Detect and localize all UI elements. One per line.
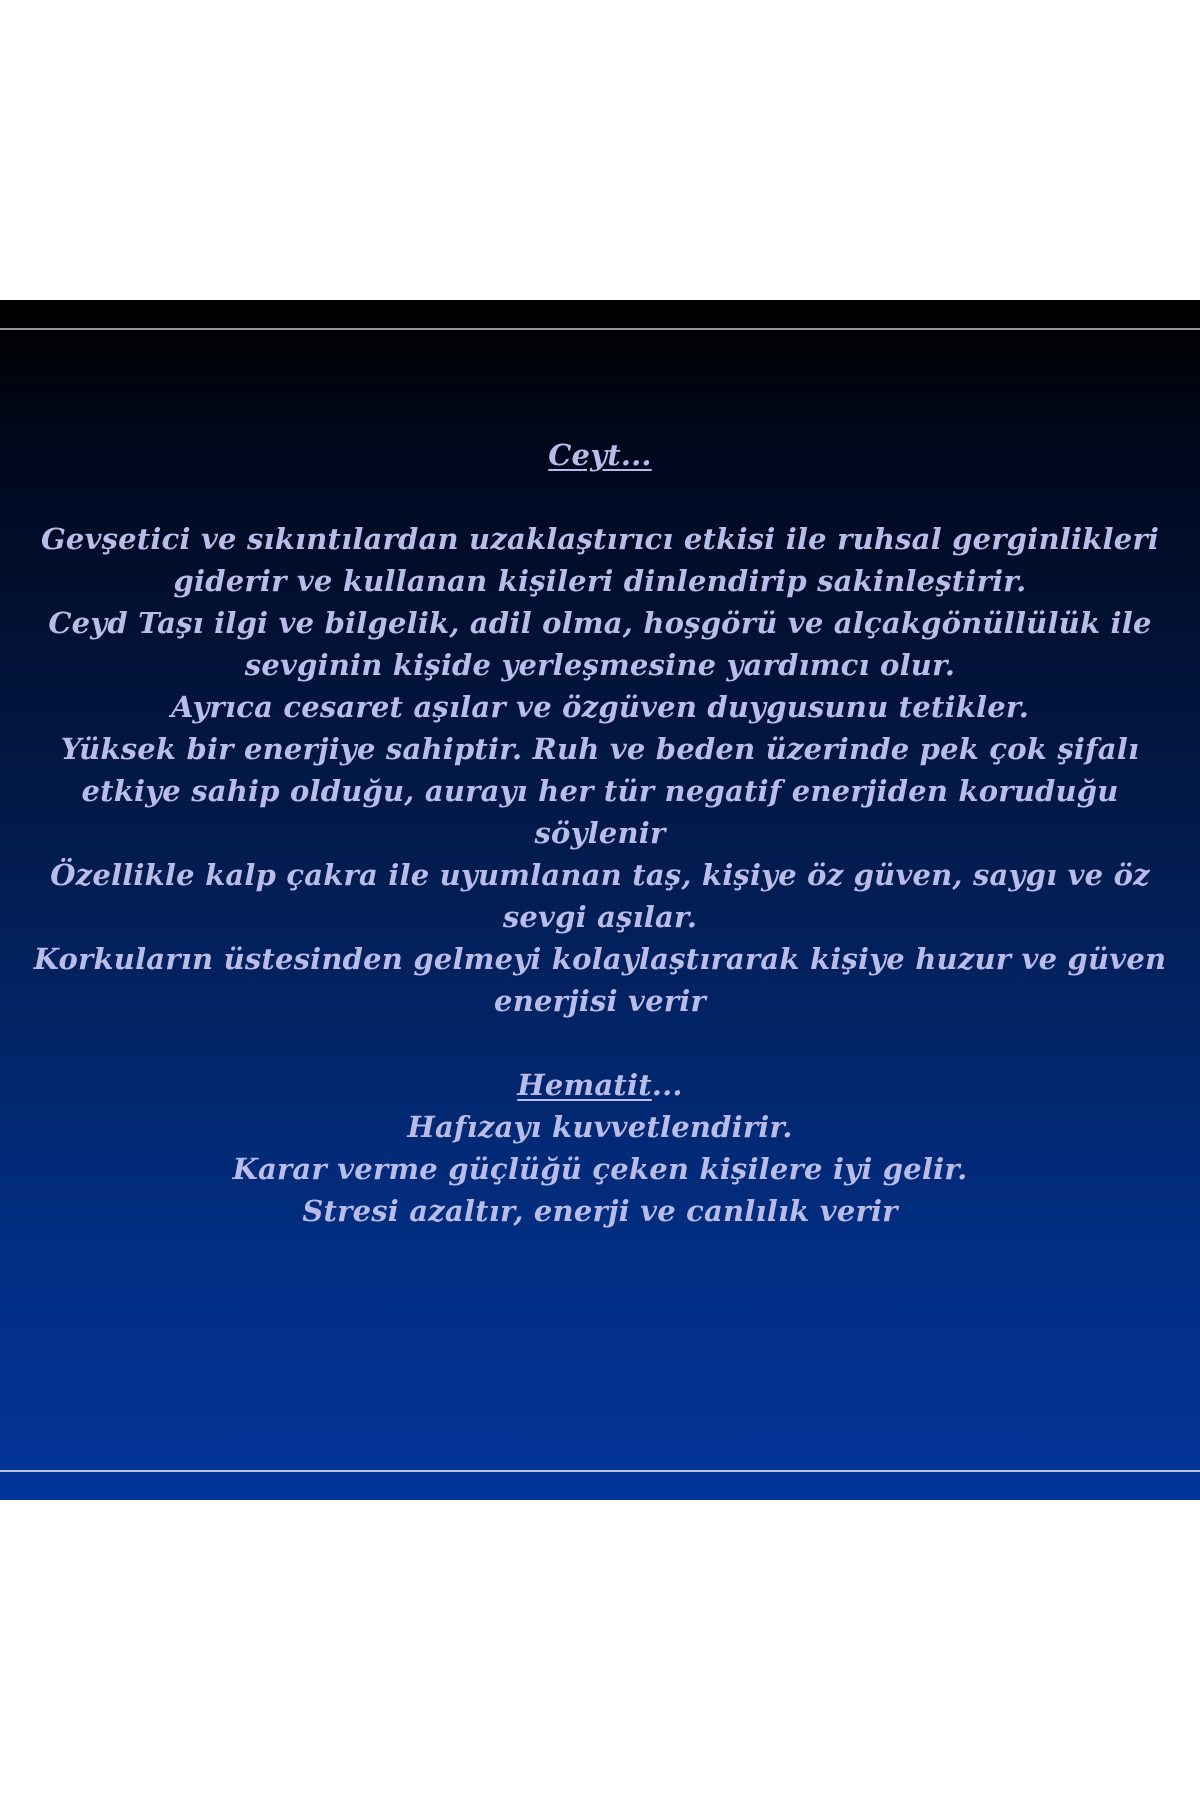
- text-panel: [0, 300, 1200, 1500]
- hematit-line: Stresi azaltır, enerji ve canlılık verir: [302, 1194, 898, 1228]
- section-heading-hematit: Hematit...: [517, 1068, 683, 1102]
- spacer: [0, 1022, 1200, 1064]
- spacer: [0, 476, 1200, 518]
- panel-content: [0, 434, 1200, 1232]
- hematit-line: Karar verme güçlüğü çeken kişilere iyi gelir.: [232, 1152, 968, 1186]
- section-heading-ceyt: Ceyt...: [548, 438, 652, 472]
- ceyt-line: Ayrıca cesaret aşılar ve özgüven duygusunu tetikler.: [170, 690, 1029, 724]
- hematit-line: Hafızayı kuvvetlendirir.: [407, 1110, 793, 1144]
- ceyt-line: Ceyd Taşı ilgi ve bilgelik, adil olma, hoşgörü ve alçakgönüllülük ile sevginin kişide yerleşmesine yardımcı olur.: [48, 606, 1152, 682]
- bottom-divider: [0, 1470, 1200, 1472]
- ceyt-line: Korkuların üstesinden gelmeyi kolaylaştırarak kişiye huzur ve güven enerjisi verir: [33, 942, 1167, 1018]
- top-divider: [0, 328, 1200, 330]
- ceyt-line: Özellikle kalp çakra ile uyumlanan taş, kişiye öz güven, saygı ve öz sevgi aşılar.: [50, 858, 1150, 934]
- ceyt-line: Gevşetici ve sıkıntılardan uzaklaştırıcı etkisi ile ruhsal gerginlikleri giderir ve kullanan kişileri dinlendirip sakinleştirir.: [40, 522, 1160, 598]
- ceyt-line: Yüksek bir enerjiye sahiptir. Ruh ve beden üzerinde pek çok şifalı etkiye sahip olduğu, aurayı her tür negatif enerjiden koruduğu söylenir: [60, 732, 1140, 850]
